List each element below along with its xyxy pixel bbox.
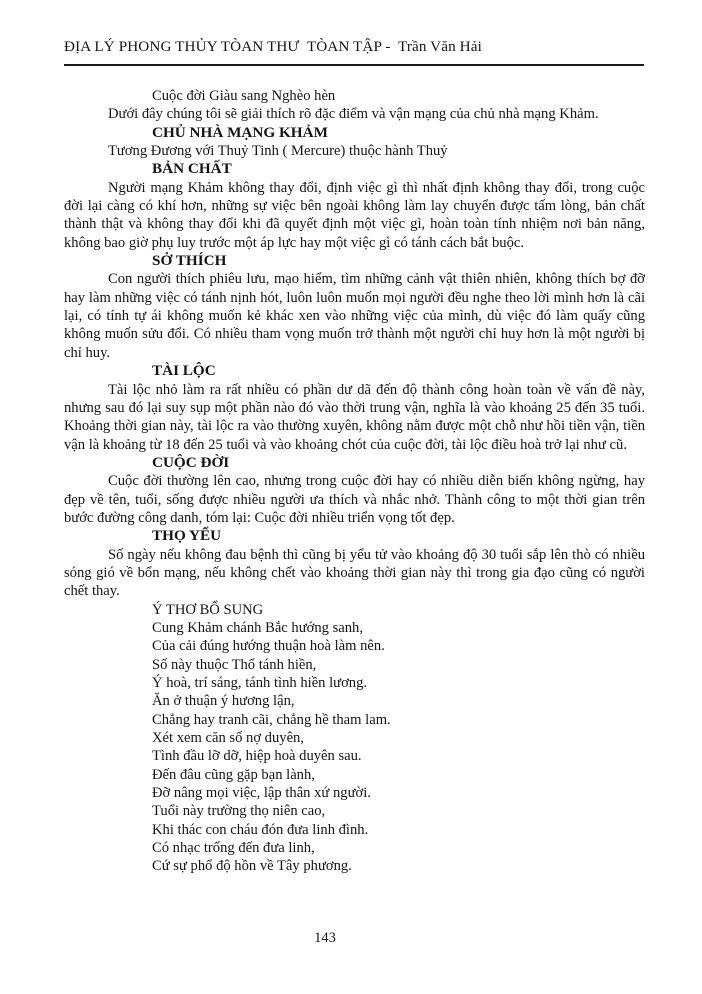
poem-line: Số này thuộc Thổ tánh hiền, (152, 656, 317, 673)
page-number: 143 (314, 930, 336, 946)
section-text-ban-chat: Người mạng Khảm không thay đổi, định việc gì thì nhất định không thay đổi, trong cuộc đời lại càng có khí hơn, những sự việc bên ngoài không làm lay chuyển được tấm lòng, bản chất thành thật và không thay đổi khi đã quyết định một việc gì, hoàn toàn tính nhiệm nơi bản năng, không bao giờ phụ luy trước một áp lực hay một việc gì có tánh cách bắt buộc. (64, 179, 645, 251)
poem-line: Có nhạc trống đến đưa linh, (152, 840, 315, 857)
section-heading-ban-chat: BẢN CHẤT (152, 160, 232, 178)
poem-line: Khi thác con cháu đón đưa linh đình. (152, 821, 369, 838)
poem-line: Cung Khảm chánh Bắc hướng sanh, (152, 619, 363, 636)
section-text-so-thich: Con người thích phiêu lưu, mạo hiểm, tìm những cảnh vật thiên nhiên, không thích bợ đỡ hay làm những việc có tánh nịnh hót, luôn luôn muốn mọi người đều nghe theo lời mình hơn là cãi lại, có tính tự ái không muốn kẻ khác xen vào những việc của mình, dù việc đó làm quấy cũng không muốn sửu đổi. Có nhiều tham vọng muốn trở thành một người chỉ huy hơn là một người bị chỉ huy. (64, 271, 645, 361)
section-text-chu-nha-mang-kham: Tương Đương với Thuỷ Tinh ( Mercure) thuộc hành Thuỷ (108, 143, 448, 160)
poem-line: Xét xem căn số nợ duyên, (152, 730, 304, 747)
poem-line: Của cải đúng hướng thuận hoà làm nên. (152, 638, 385, 655)
page-header (0, 0, 702, 66)
section-heading-chu-nha-mang-kham: CHỦ NHÀ MẠNG KHẢM (152, 123, 328, 141)
poem-line: Tình đầu lỡ dỡ, hiệp hoà duyên sau. (152, 748, 362, 765)
section-heading-cuoc-doi: CUỘC ĐỜI (152, 453, 230, 471)
poem-line: Ý hoà, trí sáng, tánh tình hiền lương. (152, 675, 368, 691)
poem-line: Cứ sự phổ độ hồn về Tây phương. (152, 858, 352, 875)
section-text-tai-loc: Tài lộc nhỏ làm ra rất nhiều có phần dư dã đến độ thành công hoàn toàn về vấn đề này, nhưng sau đó lại suy sụp một phần nào đó vào thời trung vận, nghĩa là vào khoảng 25 đến 35 tuổi. Khoảng thời gian này, tài lộc ra vào thường xuyên, không nằm được một chỗ như hồi tiền vận, tiền vận là khoảng từ 18 đến 25 tuổi và vào khoảng chót của cuộc đời, tài lộc điều hoà trở lại như cũ. (64, 381, 645, 453)
poem-line: Chẳng hay tranh cãi, chẳng hề tham lam. (152, 711, 391, 728)
page-footer (0, 930, 650, 947)
poem-line: Ăn ở thuận ý hương lận, (152, 693, 295, 710)
section-text-cuoc-doi: Cuộc đời thường lên cao, nhưng trong cuộc đời hay có nhiều diễn biến không ngừng, hay đẹp về tên, tuổi, sống được nhiều người ưa thích và nhắc nhở. Thành công to một thời gian trên bước đường công danh, tóm lại: Cuộc đời nhiều triển vọng tốt đẹp. (64, 473, 645, 526)
header-rule (64, 64, 644, 66)
section-text-tho-yeu: Số ngày nếu không đau bệnh thì cũng bị yểu tử vào khoảng độ 30 tuổi sắp lên thò có nhiều sóng gió về bổn mạng, nếu không chết vào khoảng thời gian này thì trong gia đạo cũng có người chết thay. (64, 546, 645, 600)
intro-line: Cuộc đời Giàu sang Nghèo hèn (152, 88, 336, 104)
intro-paragraph: Dưới đây chúng tôi sẽ giải thích rõ đặc điểm và vận mạng của chủ nhà mạng Khảm. (108, 106, 599, 123)
section-heading-tho-yeu: THỌ YỂU (152, 527, 222, 545)
header-title: ĐỊA LÝ PHONG THỦY TÒAN THƯ TÒAN TẬP - Trần Văn Hải (64, 38, 482, 55)
section-heading-tai-loc: TÀI LỘC (152, 362, 216, 380)
section-heading-so-thich: SỞ THÍCH (152, 252, 227, 270)
poem-line: Tuổi này trường thọ niên cao, (152, 803, 326, 820)
page-body (0, 74, 702, 876)
poem-line: Đến đâu cũng gặp bạn lành, (152, 766, 315, 783)
poem-line: Đỡ nâng mọi việc, lập thân xứ người. (152, 785, 371, 802)
poem-title: Ý THƠ BỔ SUNG (152, 601, 264, 618)
